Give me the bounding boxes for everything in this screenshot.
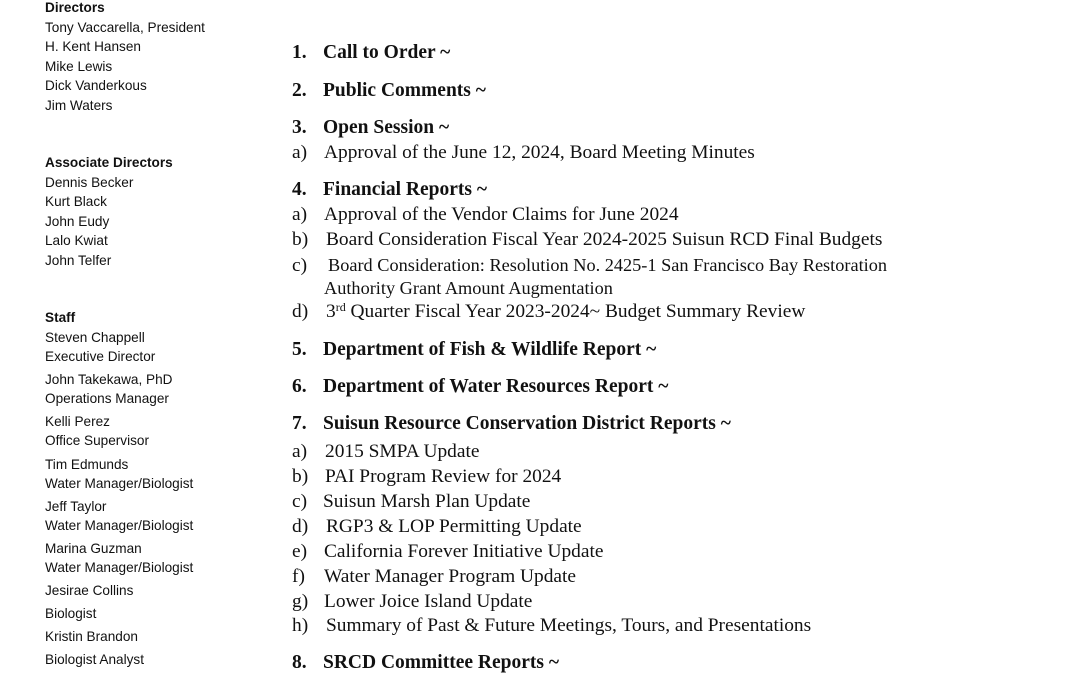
agenda-item-number: 8.	[292, 652, 307, 673]
agenda-subitem	[292, 253, 887, 278]
agenda-item	[292, 116, 449, 140]
subitem-letter: g)	[292, 591, 309, 612]
agenda-subitem-continuation: Authority Grant Amount Augmentation	[324, 278, 613, 298]
associate-director-name: Dennis Becker	[45, 174, 134, 190]
agenda-item-title: Department of Fish & Wildlife Report ~	[323, 339, 657, 360]
agenda-item	[292, 338, 656, 362]
staff-name: Biologist	[45, 606, 97, 621]
director-name: Tony Vaccarella, President	[45, 19, 205, 35]
subitem-text: Summary of Past & Future Meetings, Tours, and Presentations	[326, 615, 812, 636]
staff-title: Executive Director	[45, 349, 156, 364]
staff-name: Kristin Brandon	[45, 629, 138, 644]
staff-name: Biologist Analyst	[45, 652, 144, 667]
subitem-letter: a)	[292, 441, 308, 462]
subitem-text: 2015 SMPA Update	[325, 441, 480, 462]
staff-title: Operations Manager	[45, 391, 169, 406]
agenda-item	[292, 41, 450, 65]
agenda-item-title: Financial Reports ~	[323, 179, 487, 200]
agenda-item-number: 6.	[292, 376, 307, 397]
subitem-text: PAI Program Review for 2024	[325, 466, 562, 487]
staff-name: Kelli Perez	[45, 414, 110, 429]
staff-name: Jesirae Collins	[45, 583, 134, 598]
subitem-text: Lower Joice Island Update	[324, 591, 533, 612]
associate-directors-heading: Associate Directors	[45, 155, 173, 170]
subitem-letter: d)	[292, 301, 309, 322]
staff-name: Steven Chappell	[45, 330, 145, 345]
staff-name: Tim Edmunds	[45, 457, 129, 472]
agenda-subitem	[292, 141, 755, 165]
agenda-subitem	[292, 590, 532, 614]
subitem-text: Suisun Marsh Plan Update	[323, 491, 531, 512]
subitem-text: RGP3 & LOP Permitting Update	[326, 516, 582, 537]
agenda-item	[292, 651, 559, 675]
subitem-text: Board Consideration: Resolution No. 2425-1 San Francisco Bay Restoration	[328, 255, 888, 275]
agenda-item-title: Department of Water Resources Report ~	[323, 376, 669, 397]
agenda-item-number: 5.	[292, 339, 307, 360]
staff-name: Marina Guzman	[45, 541, 142, 556]
agenda-subitem	[292, 540, 603, 564]
subitem-letter: h)	[292, 615, 309, 636]
subitem-text: Quarter Fiscal Year 2023-2024~ Budget Summary Review	[345, 301, 806, 322]
agenda-subitem	[292, 490, 530, 514]
staff-title: Water Manager/Biologist	[45, 560, 194, 575]
subitem-text: California Forever Initiative Update	[324, 541, 604, 562]
subitem-text-prefix: 3	[326, 301, 336, 322]
subitem-letter: b)	[292, 229, 309, 250]
subitem-text: Board Consideration Fiscal Year 2024-2025 Suisun RCD Final Budgets	[326, 229, 883, 250]
director-name: Jim Waters	[45, 97, 113, 113]
agenda-item-title: SRCD Committee Reports ~	[323, 652, 559, 673]
subitem-letter: c)	[292, 255, 308, 276]
associate-director-name: John Telfer	[45, 252, 112, 268]
director-name: Dick Vanderkous	[45, 78, 147, 93]
agenda-item	[292, 178, 487, 202]
subitem-letter: b)	[292, 466, 309, 487]
agenda-item-title: Open Session ~	[323, 117, 450, 138]
directors-heading: Directors	[45, 0, 105, 15]
agenda-subitem	[292, 515, 582, 539]
agenda-subitem	[292, 228, 882, 252]
associate-director-name: Lalo Kwiat	[45, 233, 108, 248]
agenda-item-number: 1.	[292, 42, 307, 63]
agenda-subitem	[292, 565, 576, 589]
agenda-subitem	[292, 614, 811, 638]
staff-name: Jeff Taylor	[45, 499, 107, 514]
associate-director-name: Kurt Black	[45, 194, 107, 209]
subitem-letter: a)	[292, 142, 308, 163]
subitem-text: Water Manager Program Update	[324, 566, 577, 587]
agenda-item	[292, 412, 731, 436]
agenda-item-title: Call to Order ~	[323, 42, 451, 63]
associate-director-name: John Eudy	[45, 213, 110, 229]
staff-title: Water Manager/Biologist	[45, 476, 194, 491]
subitem-text: Approval of the Vendor Claims for June 2024	[324, 204, 679, 225]
staff-name: John Takekawa, PhD	[45, 372, 173, 387]
subitem-letter: a)	[292, 204, 308, 225]
subitem-letter: e)	[292, 541, 308, 562]
subitem-text: Approval of the June 12, 2024, Board Meeting Minutes	[324, 142, 755, 163]
agenda-item-number: 7.	[292, 413, 307, 434]
agenda-item	[292, 79, 486, 103]
agenda-subitem	[292, 465, 561, 489]
staff-title: Office Supervisor	[45, 433, 150, 448]
agenda-item-number: 3.	[292, 117, 307, 138]
staff-title: Water Manager/Biologist	[45, 518, 194, 533]
agenda-subitem	[292, 203, 679, 227]
agenda-item-number: 2.	[292, 80, 307, 101]
staff-heading: Staff	[45, 310, 76, 325]
agenda-item-title: Public Comments ~	[323, 80, 486, 101]
agenda-item-title: Suisun Resource Conservation District Reports ~	[323, 413, 731, 434]
agenda-item-number: 4.	[292, 179, 307, 200]
agenda-item	[292, 375, 668, 399]
subitem-letter: c)	[292, 491, 308, 512]
director-name: H. Kent Hansen	[45, 39, 141, 54]
subitem-letter: f)	[292, 566, 305, 587]
agenda-subitem	[292, 440, 479, 464]
agenda-subitem	[292, 300, 805, 324]
subitem-letter: d)	[292, 516, 309, 537]
director-name: Mike Lewis	[45, 58, 113, 74]
subitem-text-superscript: rd	[335, 300, 346, 314]
